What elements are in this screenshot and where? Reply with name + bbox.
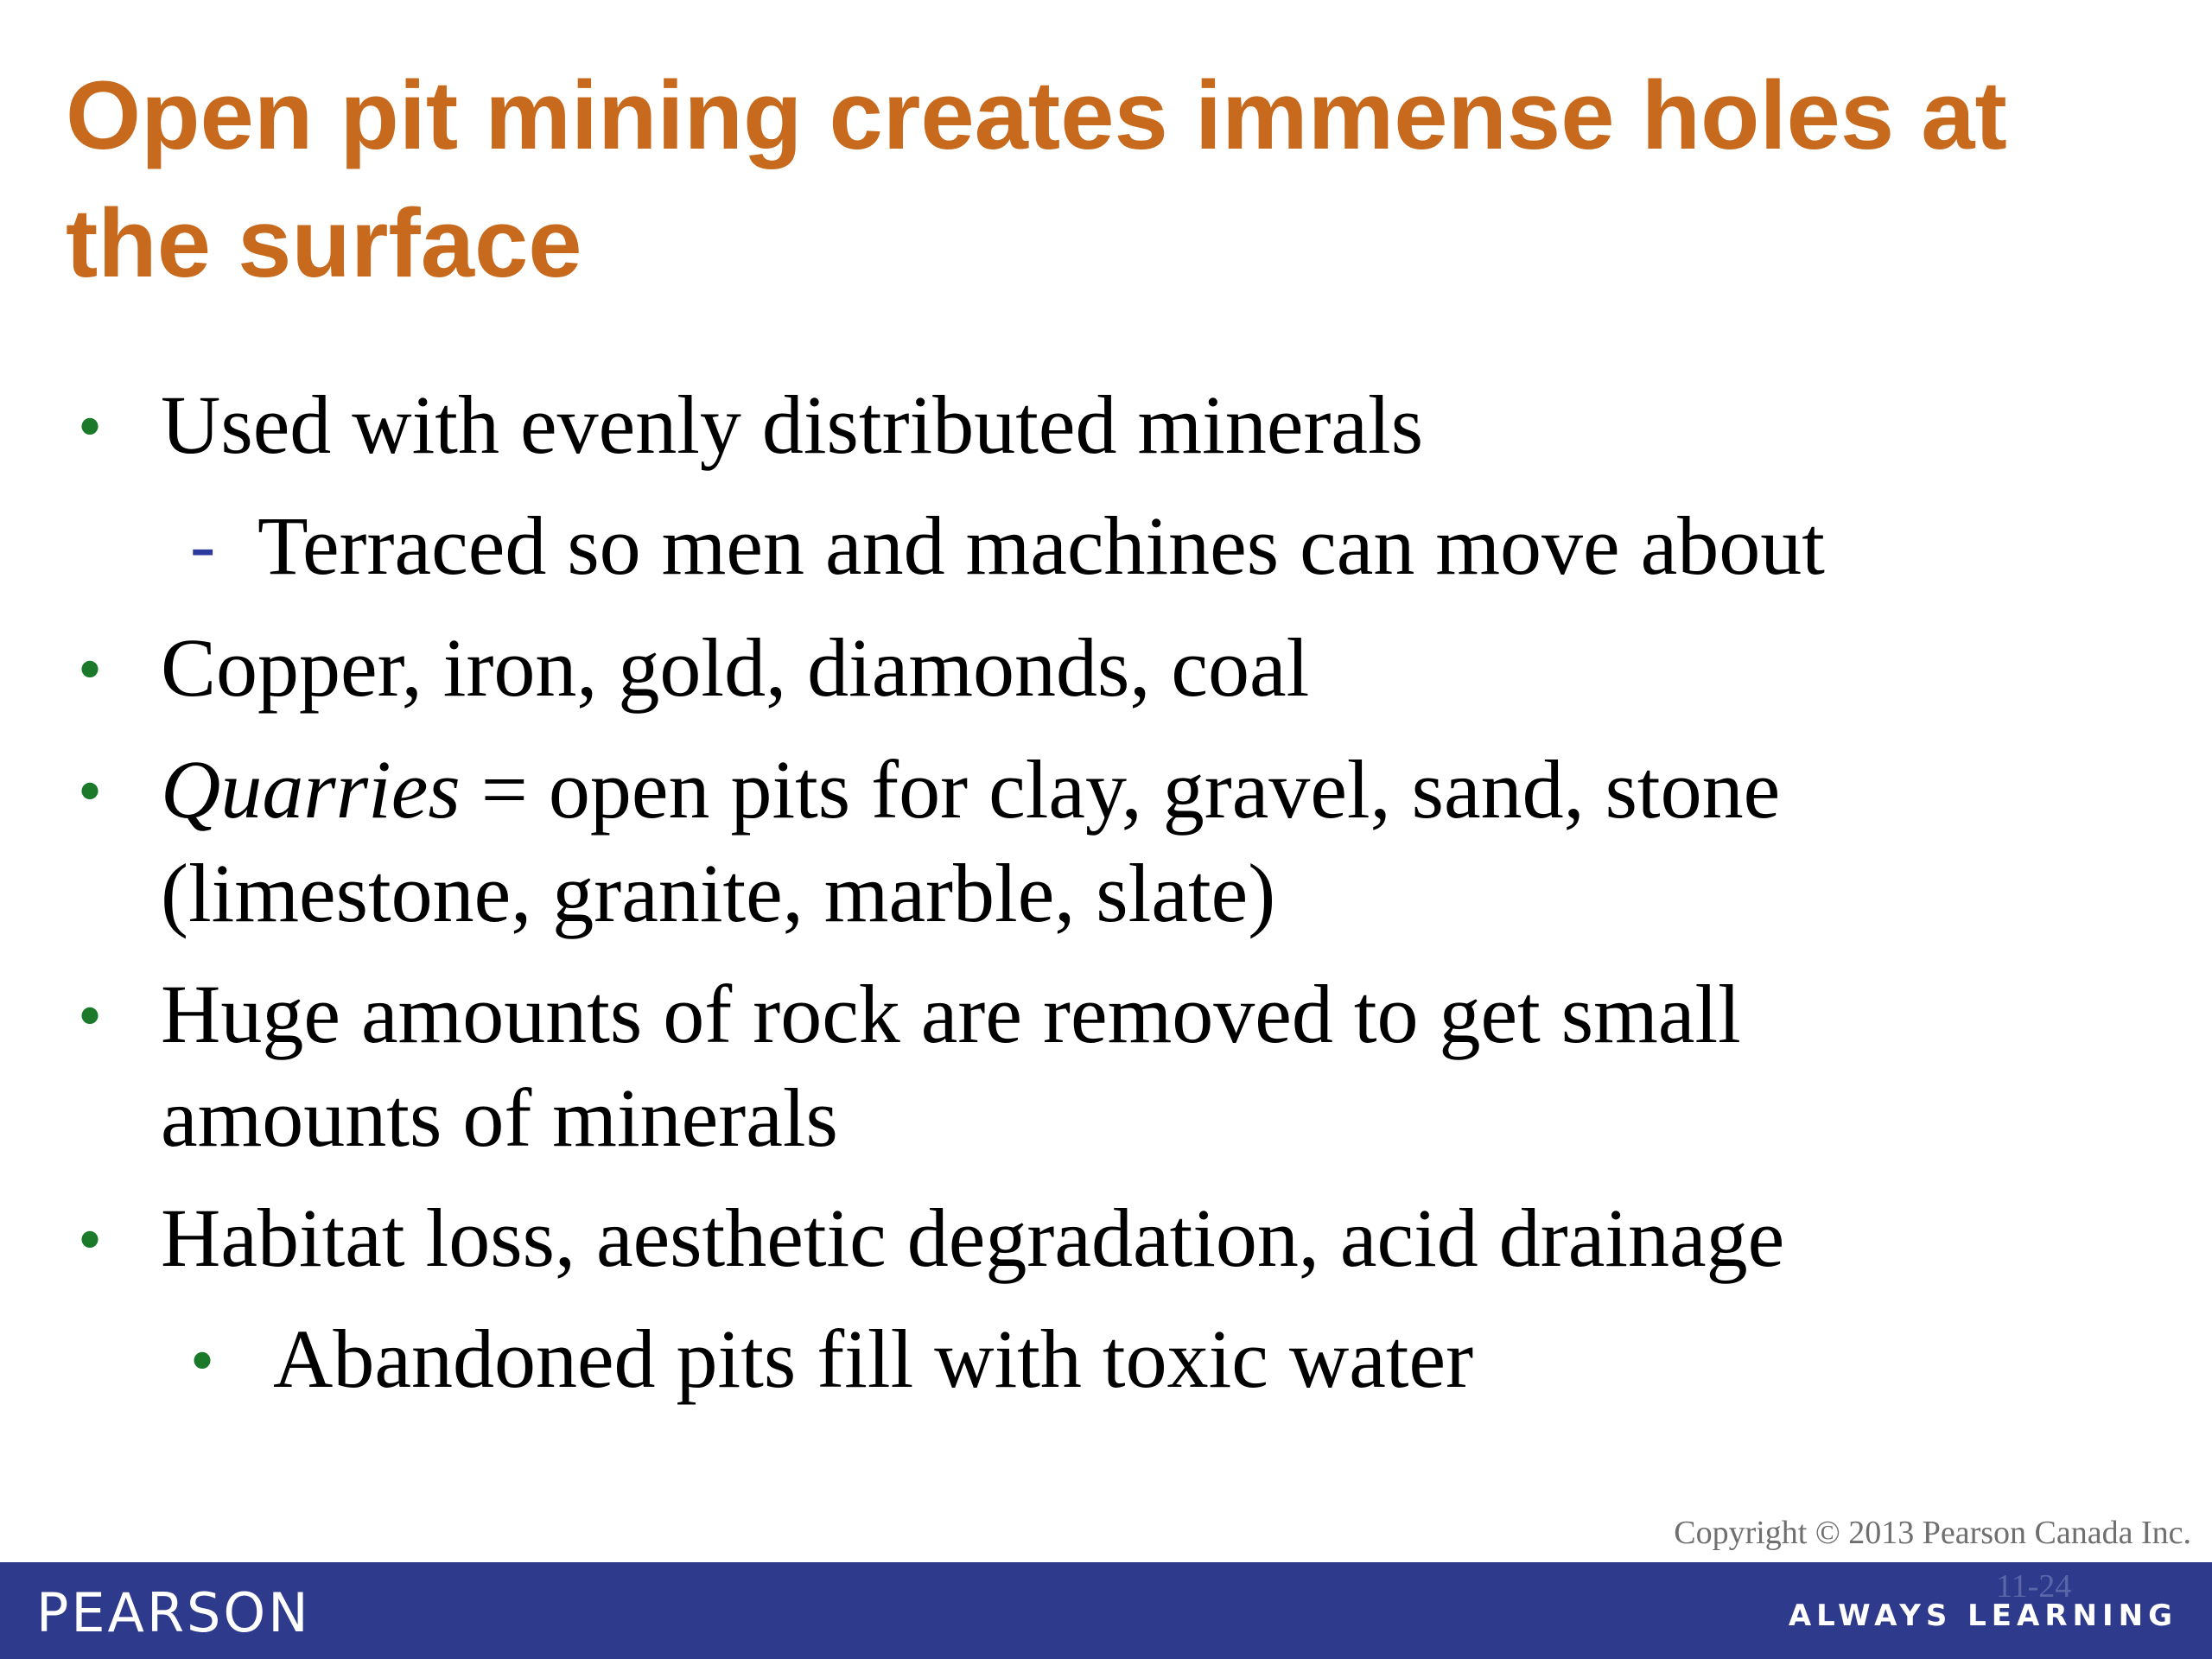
bullet-text xyxy=(161,738,1958,945)
bullet-text: Abandoned pits fill with toxic water xyxy=(273,1313,1474,1405)
bullet-text: Terraced so men and machines can move about xyxy=(257,499,1825,592)
bullet-text: Habitat loss, aesthetic degradation, acid drainage xyxy=(161,1192,1785,1284)
bullet-marker: • xyxy=(190,1323,215,1399)
bullet-marker: • xyxy=(78,389,103,465)
bullet-marker: • xyxy=(78,1202,103,1278)
pearson-logo: PEARSON xyxy=(36,1581,311,1644)
slide-number: 11-24 xyxy=(1996,1568,2072,1605)
bullet-marker: • xyxy=(78,978,103,1054)
bullet-marker: • xyxy=(78,753,103,830)
bullet-text-rest: = open pits for clay, gravel, sand, stone (limestone, granite, marble, slate) xyxy=(161,743,1781,939)
footer-bar xyxy=(0,1562,2212,1659)
copyright-notice: Copyright © 2013 Pearson Canada Inc. xyxy=(1674,1515,2191,1551)
always-learning-tagline: ALWAYS LEARNING xyxy=(1788,1599,2177,1633)
bullet-text: Huge amounts of rock are removed to get small amounts of minerals xyxy=(161,968,1741,1164)
slide-title: Open pit mining creates immense holes at the surface xyxy=(66,61,2007,297)
italic-term: Quarries xyxy=(161,743,461,836)
dash-marker: - xyxy=(190,504,216,588)
bullet-marker: • xyxy=(78,632,103,708)
bullet-text: Copper, iron, gold, diamonds, coal xyxy=(161,621,1310,714)
bullet-text: Used with evenly distributed minerals xyxy=(161,378,1424,471)
